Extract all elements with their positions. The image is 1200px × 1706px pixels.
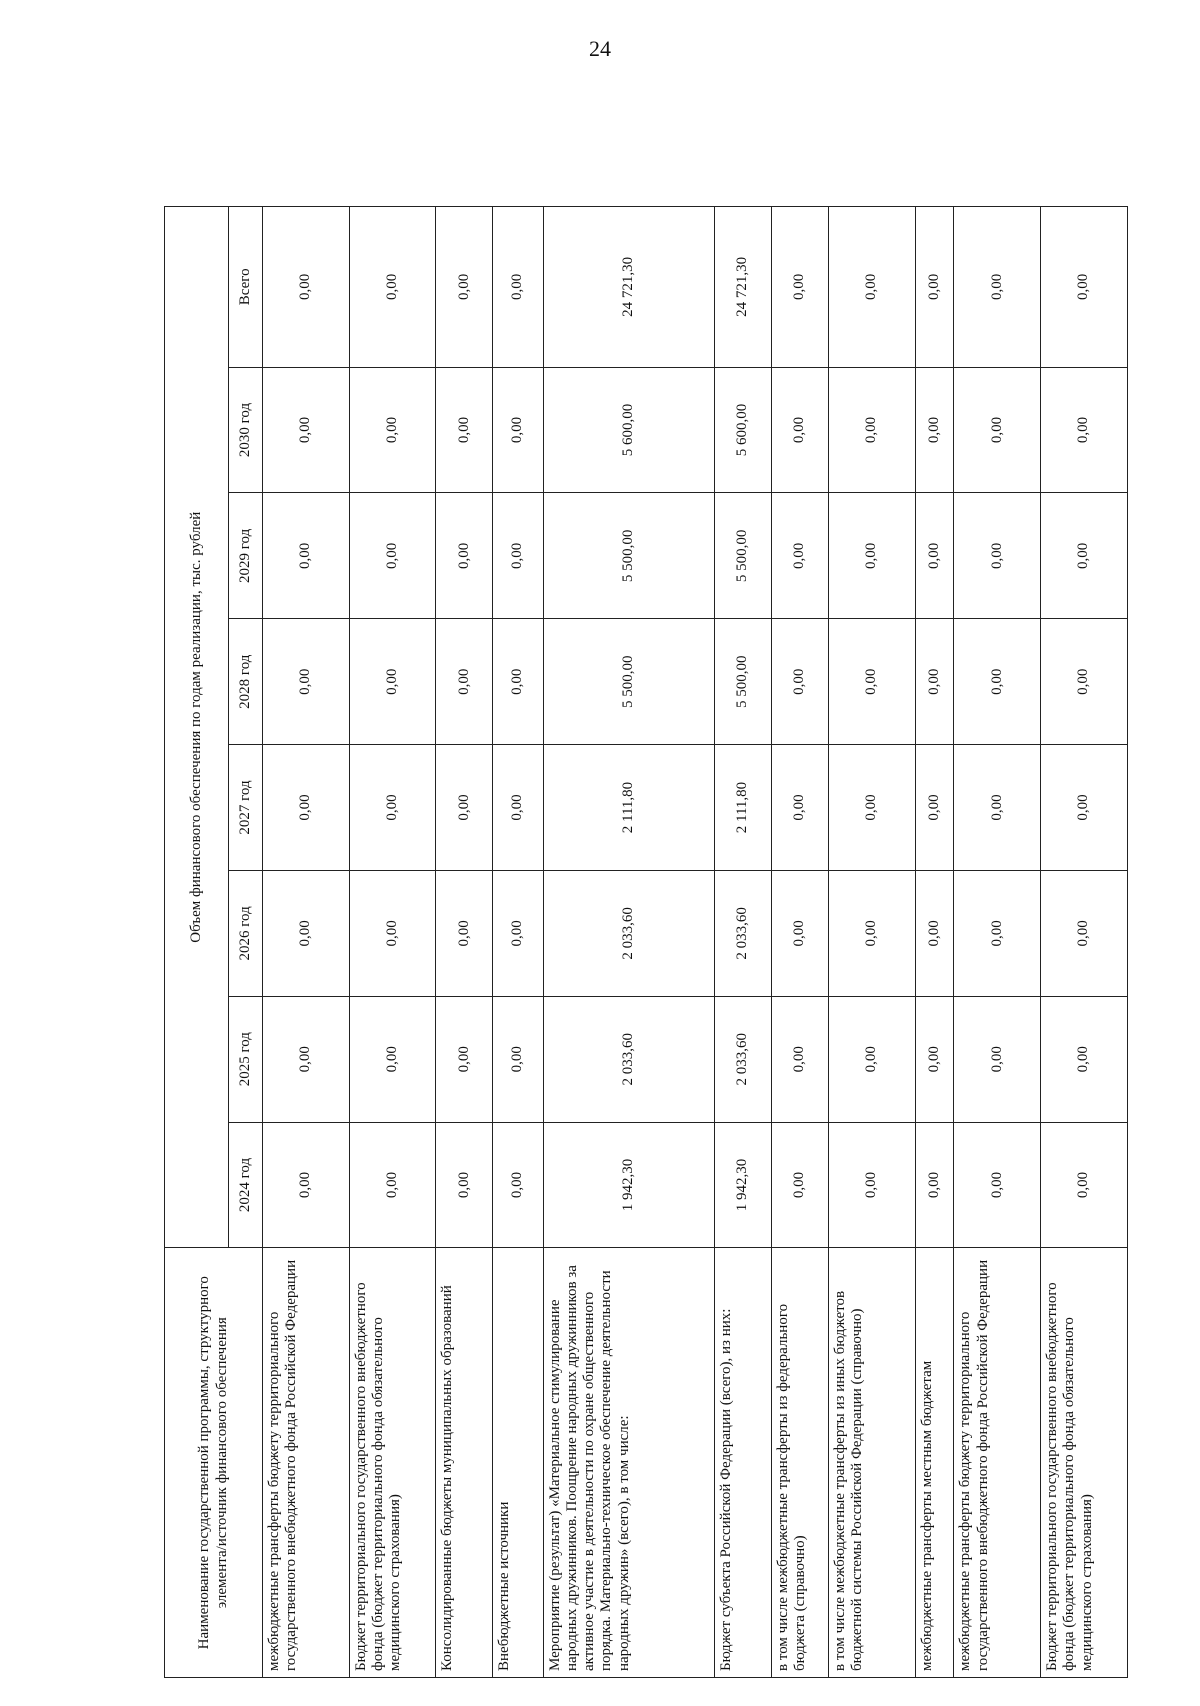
- row-value-3: 0,00: [954, 745, 1041, 871]
- row-source-name: Бюджет территориального государственного внебюджетного фонда (бюджет территориального фонда обязательного медицинского страхования): [1041, 1248, 1128, 1678]
- header-year-3: 2027 год: [229, 745, 263, 871]
- table-row: [771, 207, 828, 1678]
- row-value-3: 0,00: [349, 745, 436, 871]
- row-value-4: 5 500,00: [543, 619, 714, 745]
- row-value-2: 0,00: [349, 870, 436, 996]
- row-value-5: 0,00: [1041, 493, 1128, 619]
- table-row: [714, 207, 771, 1678]
- row-value-3: 0,00: [771, 745, 828, 871]
- row-value-0: 0,00: [263, 1122, 350, 1248]
- row-value-7: 0,00: [954, 207, 1041, 368]
- table-row: [543, 207, 714, 1678]
- row-value-6: 5 600,00: [714, 367, 771, 493]
- row-value-4: 0,00: [954, 619, 1041, 745]
- row-value-1: 0,00: [771, 996, 828, 1122]
- row-value-3: 0,00: [1041, 745, 1128, 871]
- row-value-5: 5 500,00: [543, 493, 714, 619]
- row-source-name: в том числе межбюджетные трансферты из иных бюджетов бюджетной системы Российской Федерации (справочно): [828, 1248, 915, 1678]
- header-year-4: 2028 год: [229, 619, 263, 745]
- row-source-name: межбюджетные трансферты местным бюджетам: [915, 1248, 954, 1678]
- row-value-7: 0,00: [915, 207, 954, 368]
- table-row: [436, 207, 493, 1678]
- row-value-0: 1 942,30: [543, 1122, 714, 1248]
- row-value-6: 0,00: [349, 367, 436, 493]
- financing-table: [164, 206, 1128, 1678]
- row-value-5: 0,00: [771, 493, 828, 619]
- row-value-2: 0,00: [828, 870, 915, 996]
- rotated-table-container: [164, 206, 1128, 1678]
- row-value-6: 0,00: [263, 367, 350, 493]
- row-value-0: 0,00: [828, 1122, 915, 1248]
- row-value-2: 0,00: [771, 870, 828, 996]
- row-value-0: 1 942,30: [714, 1122, 771, 1248]
- row-value-6: 0,00: [828, 367, 915, 493]
- row-value-3: 0,00: [828, 745, 915, 871]
- row-value-2: 0,00: [436, 870, 493, 996]
- row-source-name: Мероприятие (результат) «Материальное стимулирование народных дружинников. Поощрение народных дружинников за активное участие в деятельности по охране общественного порядка. Материально-техническое обеспечение деятельности народных дружин» (всего), в том числе:: [543, 1248, 714, 1678]
- row-value-7: 0,00: [1041, 207, 1128, 368]
- row-source-name: Консолидированные бюджеты муниципальных образований: [436, 1248, 493, 1678]
- row-value-5: 0,00: [263, 493, 350, 619]
- row-value-6: 0,00: [915, 367, 954, 493]
- row-value-4: 0,00: [915, 619, 954, 745]
- row-value-5: 0,00: [349, 493, 436, 619]
- row-value-4: 5 500,00: [714, 619, 771, 745]
- row-value-7: 24 721,30: [714, 207, 771, 368]
- row-value-4: 0,00: [263, 619, 350, 745]
- table-row: [915, 207, 954, 1678]
- row-value-6: 0,00: [954, 367, 1041, 493]
- row-value-1: 0,00: [493, 996, 543, 1122]
- row-source-name: межбюджетные трансферты бюджету территориального государственного внебюджетного фонда Российской Федерации: [263, 1248, 350, 1678]
- row-source-name: межбюджетные трансферты бюджету территориального государственного внебюджетного фонда Российской Федерации: [954, 1248, 1041, 1678]
- row-value-7: 24 721,30: [543, 207, 714, 368]
- row-value-0: 0,00: [915, 1122, 954, 1248]
- row-value-1: 0,00: [1041, 996, 1128, 1122]
- row-value-4: 0,00: [1041, 619, 1128, 745]
- row-value-7: 0,00: [436, 207, 493, 368]
- row-value-2: 2 033,60: [543, 870, 714, 996]
- row-value-1: 0,00: [436, 996, 493, 1122]
- row-value-4: 0,00: [771, 619, 828, 745]
- row-value-2: 0,00: [493, 870, 543, 996]
- header-year-2: 2026 год: [229, 870, 263, 996]
- row-value-4: 0,00: [436, 619, 493, 745]
- row-value-1: 0,00: [915, 996, 954, 1122]
- row-value-0: 0,00: [349, 1122, 436, 1248]
- table-row: [263, 207, 350, 1678]
- row-value-3: 0,00: [493, 745, 543, 871]
- row-value-3: 0,00: [436, 745, 493, 871]
- row-value-7: 0,00: [828, 207, 915, 368]
- row-value-5: 0,00: [436, 493, 493, 619]
- row-source-name: в том числе межбюджетные трансферты из федерального бюджета (справочно): [771, 1248, 828, 1678]
- table-row: [1041, 207, 1128, 1678]
- row-value-5: 0,00: [828, 493, 915, 619]
- row-value-0: 0,00: [954, 1122, 1041, 1248]
- row-value-1: 0,00: [263, 996, 350, 1122]
- row-value-5: 5 500,00: [714, 493, 771, 619]
- header-year-5: 2029 год: [229, 493, 263, 619]
- table-row: [828, 207, 915, 1678]
- table-row: [493, 207, 543, 1678]
- row-value-6: 0,00: [493, 367, 543, 493]
- row-value-6: 0,00: [1041, 367, 1128, 493]
- row-value-3: 2 111,80: [714, 745, 771, 871]
- row-value-3: 0,00: [915, 745, 954, 871]
- row-value-2: 0,00: [1041, 870, 1128, 996]
- row-value-7: 0,00: [493, 207, 543, 368]
- header-year-0: 2024 год: [229, 1122, 263, 1248]
- row-value-3: 0,00: [263, 745, 350, 871]
- row-value-6: 0,00: [436, 367, 493, 493]
- row-value-2: 0,00: [915, 870, 954, 996]
- page-number: 24: [589, 36, 611, 61]
- row-value-0: 0,00: [1041, 1122, 1128, 1248]
- row-value-7: 0,00: [771, 207, 828, 368]
- header-year-7: Всего: [229, 207, 263, 368]
- row-value-4: 0,00: [493, 619, 543, 745]
- header-name-column: Наименование государственной программы, структурного элемента/источник финансового обеспечения: [165, 1248, 263, 1678]
- row-value-4: 0,00: [828, 619, 915, 745]
- row-source-name: Внебюджетные источники: [493, 1248, 543, 1678]
- row-value-2: 0,00: [954, 870, 1041, 996]
- row-value-2: 0,00: [263, 870, 350, 996]
- header-year-1: 2025 год: [229, 996, 263, 1122]
- row-value-0: 0,00: [436, 1122, 493, 1248]
- row-value-6: 0,00: [771, 367, 828, 493]
- header-financing-group: Объем финансового обеспечения по годам реализации, тыс. рублей: [165, 207, 229, 1248]
- row-value-1: 0,00: [954, 996, 1041, 1122]
- row-value-0: 0,00: [771, 1122, 828, 1248]
- row-source-name: Бюджет территориального государственного внебюджетного фонда (бюджет территориального фонда обязательного медицинского страхования): [349, 1248, 436, 1678]
- row-value-0: 0,00: [493, 1122, 543, 1248]
- row-value-1: 2 033,60: [543, 996, 714, 1122]
- row-value-4: 0,00: [349, 619, 436, 745]
- row-value-5: 0,00: [493, 493, 543, 619]
- row-value-6: 5 600,00: [543, 367, 714, 493]
- row-value-1: 2 033,60: [714, 996, 771, 1122]
- row-value-5: 0,00: [954, 493, 1041, 619]
- row-source-name: Бюджет субъекта Российской Федерации (всего), из них:: [714, 1248, 771, 1678]
- table-row: [349, 207, 436, 1678]
- row-value-1: 0,00: [349, 996, 436, 1122]
- row-value-5: 0,00: [915, 493, 954, 619]
- row-value-2: 2 033,60: [714, 870, 771, 996]
- row-value-3: 2 111,80: [543, 745, 714, 871]
- row-value-7: 0,00: [263, 207, 350, 368]
- table-row: [954, 207, 1041, 1678]
- row-value-1: 0,00: [828, 996, 915, 1122]
- row-value-7: 0,00: [349, 207, 436, 368]
- header-year-6: 2030 год: [229, 367, 263, 493]
